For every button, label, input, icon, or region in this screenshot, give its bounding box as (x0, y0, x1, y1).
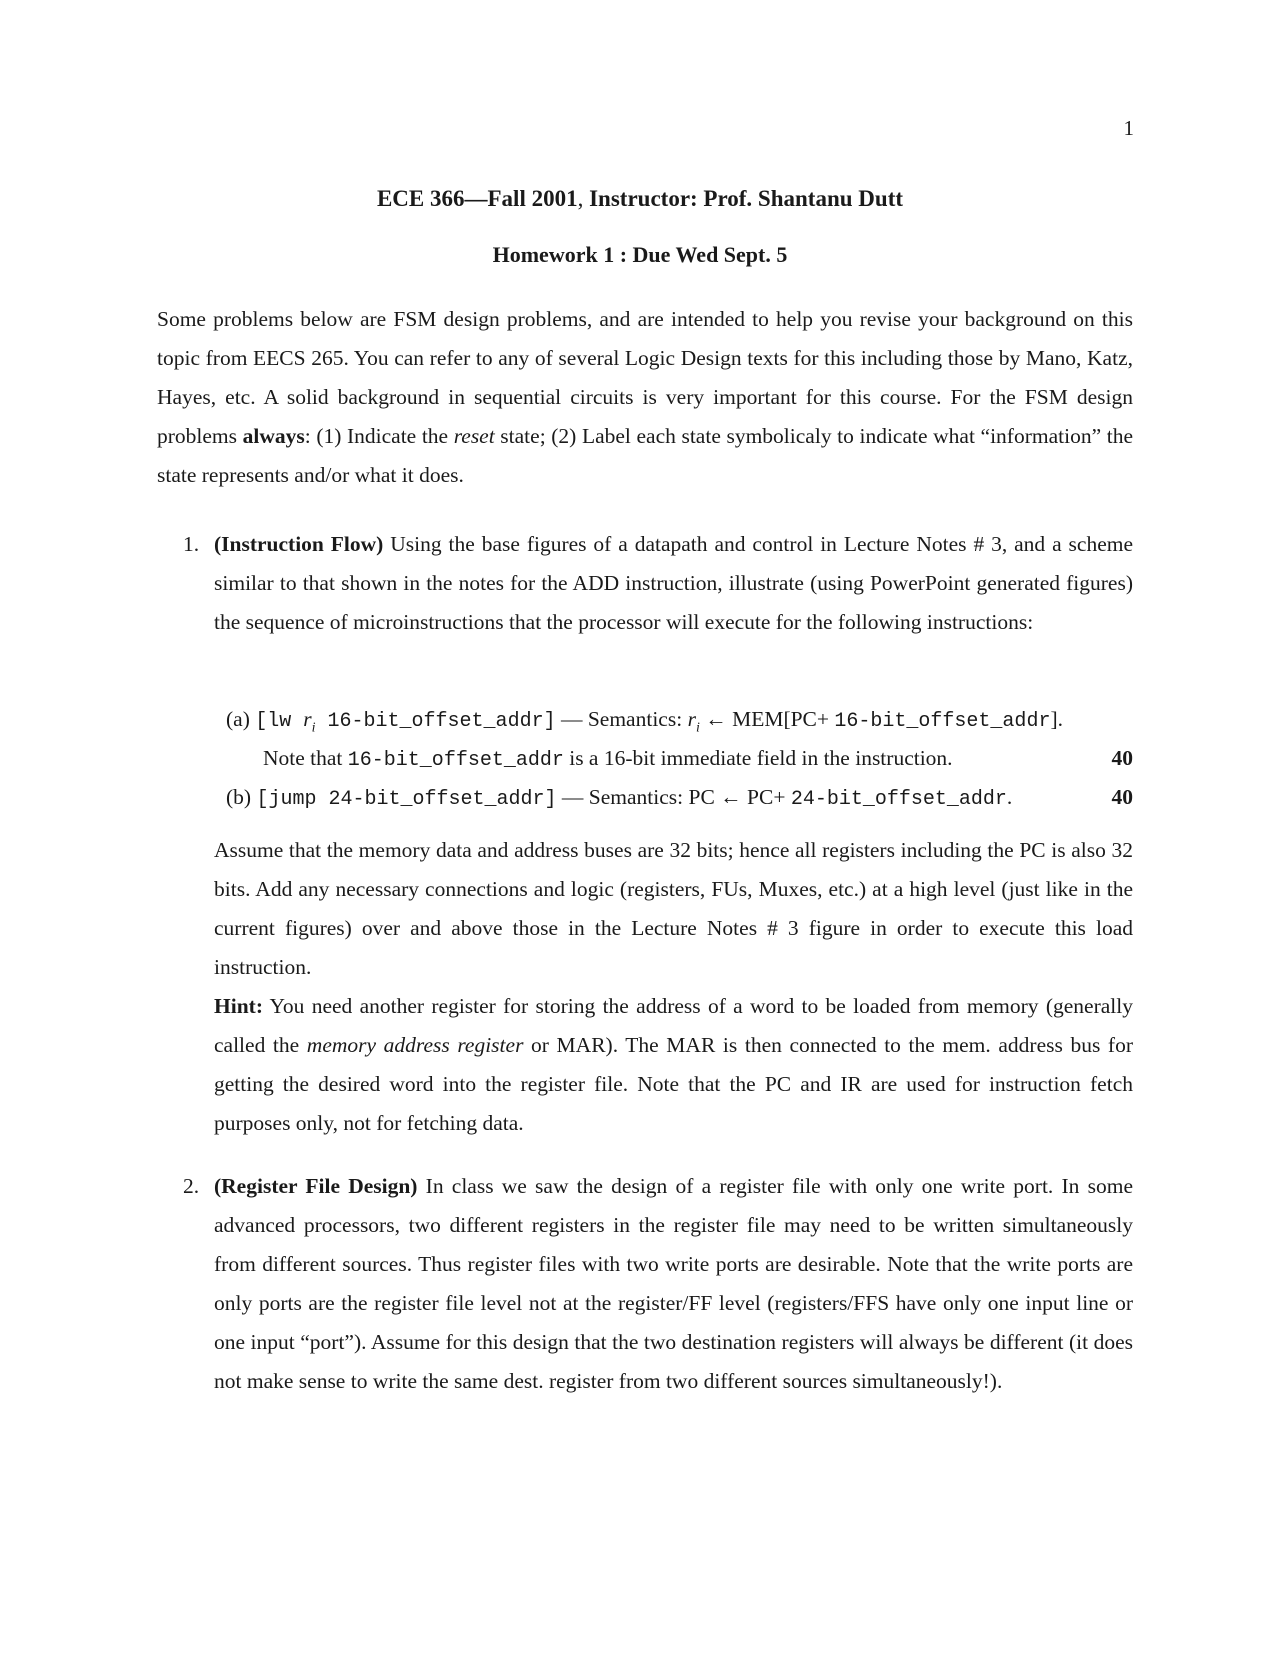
problem-1-hint (214, 987, 1133, 1143)
term: Fall 2001 (487, 186, 578, 211)
subproblem-b-semantics: — Semantics: PC ← PC+ (556, 785, 791, 809)
subproblem-a-points: 40 (1111, 746, 1133, 770)
problem-1-paragraph (214, 525, 1133, 642)
subproblem-a-label: (a) (226, 707, 256, 731)
subproblem-a-arrow: ← MEM[PC+ (699, 707, 835, 731)
subproblem-a-register-index-2: i (695, 720, 700, 736)
subproblem-a-note-code: 16-bit_offset_addr (347, 749, 564, 772)
problem-2-title: (Register File Design) (214, 1174, 418, 1198)
subproblem-b-end: . (1006, 785, 1013, 809)
problem-2-paragraph (214, 1167, 1133, 1401)
problem-1-number: 1. (183, 532, 200, 556)
subproblem-a-note (263, 739, 953, 780)
problem-1-assumption: Assume that the memory data and address buses are 32 bits; hence all registers including the PC is also 32 bits. Add any necessary connections and logic (registers, FUs, Muxes, etc.) at a high level (just like in the current figures) over and above those in the Lecture Notes # 3 figure in order to execute this load instruction. (214, 838, 1133, 979)
intro-reset: reset (453, 424, 495, 448)
subproblem-a-code-rest: 16-bit_offset_addr] (315, 710, 556, 733)
problem-2-number: 2. (183, 1174, 200, 1198)
title-separator: , (577, 186, 590, 211)
problem-1-title: (Instruction Flow) (214, 532, 384, 556)
instructor: Instructor: Prof. Shantanu Dutt (589, 186, 904, 211)
subproblem-b (226, 778, 1012, 819)
subproblem-a-code-2: 16-bit_offset_addr (834, 710, 1051, 733)
hint-label: Hint: (214, 994, 263, 1018)
subproblem-a-note-rest: is a 16-bit immediate field in the instruction. (563, 746, 953, 770)
homework-title: Homework 1 : Due Wed Sept. 5 (492, 242, 788, 267)
subproblem-b-points: 40 (1111, 785, 1133, 809)
intro-always: always (242, 424, 305, 448)
subproblem-a-close: ]. (1050, 707, 1063, 731)
subproblem-a-register: r (303, 707, 312, 731)
hint-text-2: or MAR). The MAR is then connected to the mem. address bus for getting the desired word into the register file. Note that the PC and IR are used for instruction fetch purposes only, not for fetching data. (214, 1033, 1133, 1135)
intro-paragraph (157, 300, 1133, 495)
subproblem-b-code: [jump 24-bit_offset_addr] (256, 788, 557, 811)
intro-text-3: state; (2) Label each state symbolicaly to indicate what “information” the state represents and/or what it does. (157, 424, 1133, 487)
subproblem-a-code-open: [lw (255, 710, 304, 733)
page-number: 1 (1123, 116, 1134, 140)
problem-2-body: In class we saw the design of a register file with only one write port. In some advanced processors, two different registers in the register file may need to be written simultaneously from different sources. Thus register files with two write ports are desirable. Note that the write ports are only ports are the register file level not at the register/FF level (registers/FFS have only one input line or one input “port”). Assume for this design that the two destination registers will always be different (it does not make sense to write the same dest. register from two different sources simultaneously!). (214, 1174, 1133, 1393)
hint-text-1: You need another register for storing the address of a word to be loaded from memory (generally called the (214, 994, 1133, 1057)
problem-1-body: Using the base figures of a datapath and control in Lecture Notes # 3, and a scheme similar to that shown in the notes for the ADD instruction, illustrate (using PowerPoint generated figures) the sequence of microinstructions that the processor will execute for the following instructions: (214, 532, 1134, 634)
intro-text-2: : (1) Indicate the (304, 424, 454, 448)
page-title (0, 186, 1280, 212)
subproblem-a-register-2: r (687, 707, 696, 731)
subproblem-a-note-prefix: Note that (263, 746, 348, 770)
hint-mar: memory address register (306, 1033, 524, 1057)
subproblem-b-label: (b) (226, 785, 257, 809)
subproblem-b-code-2: 24-bit_offset_addr (790, 788, 1007, 811)
title-dash: — (464, 186, 488, 211)
subproblem-a-register-index: i (311, 720, 316, 736)
intro-text-1: Some problems below are FSM design problems, and are intended to help you revise your background on this topic from EECS 265. You can refer to any of several Logic Design texts for this including those by Mano, Katz, Hayes, etc. A solid background in sequential circuits is very important for this course. For the FSM design problems (157, 307, 1133, 448)
subproblem-a-semantics: — Semantics: (555, 707, 688, 731)
course-code: ECE 366 (376, 186, 465, 211)
